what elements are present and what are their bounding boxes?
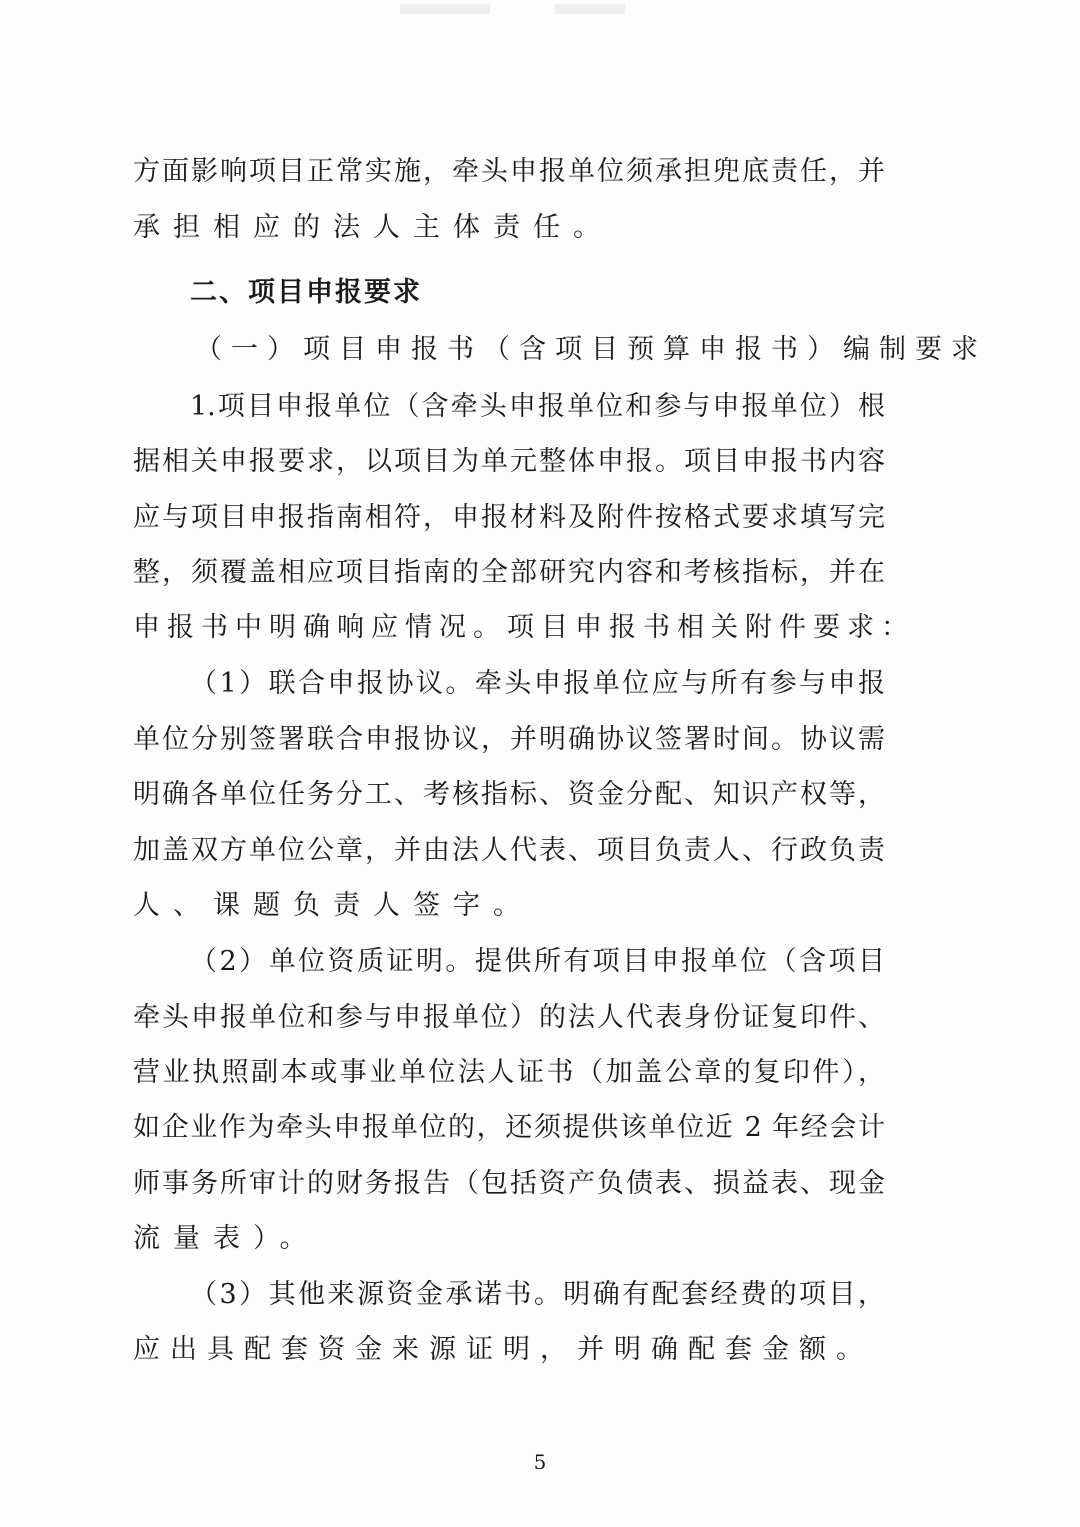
body-line: （2）单位资质证明。提供所有项目申报单位（含项目 xyxy=(190,946,885,977)
subsection-heading: （一）项目申报书（含项目预算申报书）编制要求 xyxy=(195,334,987,365)
body-line: 申报书中明确响应情况。项目申报书相关附件要求： xyxy=(133,612,915,643)
body-line: 加盖双方单位公章，并由法人代表、项目负责人、行政负责 xyxy=(133,835,885,866)
body-line: （3）其他来源资金承诺书。明确有配套经费的项目， xyxy=(190,1279,885,1310)
body-line: 整，须覆盖相应项目指南的全部研究内容和考核指标，并在 xyxy=(133,557,885,588)
body-line: 承担相应的法人主体责任。 xyxy=(133,212,613,243)
body-line: 如企业作为牵头申报单位的，还须提供该单位近 2 年经会计 xyxy=(133,1112,885,1143)
body-line: 明确各单位任务分工、考核指标、资金分配、知识产权等， xyxy=(133,779,885,810)
body-line: 牵头申报单位和参与申报单位）的法人代表身份证复印件、 xyxy=(133,1002,885,1033)
body-line: 1.项目申报单位（含牵头申报单位和参与申报单位）根 xyxy=(190,391,885,422)
body-line: 人、课题负责人签字。 xyxy=(133,890,533,921)
page-number: 5 xyxy=(533,1450,547,1474)
body-line: 单位分别签署联合申报协议，并明确协议签署时间。协议需 xyxy=(133,724,885,755)
scan-artifact xyxy=(555,4,625,14)
section-heading: 二、项目申报要求 xyxy=(190,277,422,308)
body-line: （1）联合申报协议。牵头申报单位应与所有参与申报 xyxy=(190,668,885,699)
body-line: 据相关申报要求，以项目为单元整体申报。项目申报书内容 xyxy=(133,446,885,477)
scan-artifact xyxy=(400,4,490,14)
body-line: 应与项目申报指南相符，申报材料及附件按格式要求填写完 xyxy=(133,502,885,533)
body-line: 流量表）。 xyxy=(133,1223,320,1254)
body-line: 应出具配套资金来源证明，并明确配套金额。 xyxy=(133,1334,873,1365)
body-line: 师事务所审计的财务报告（包括资产负债表、损益表、现金 xyxy=(133,1168,885,1199)
body-line: 方面影响项目正常实施，牵头申报单位须承担兜底责任，并 xyxy=(133,156,885,187)
body-line: 营业执照副本或事业单位法人证书（加盖公章的复印件）， xyxy=(133,1057,885,1088)
